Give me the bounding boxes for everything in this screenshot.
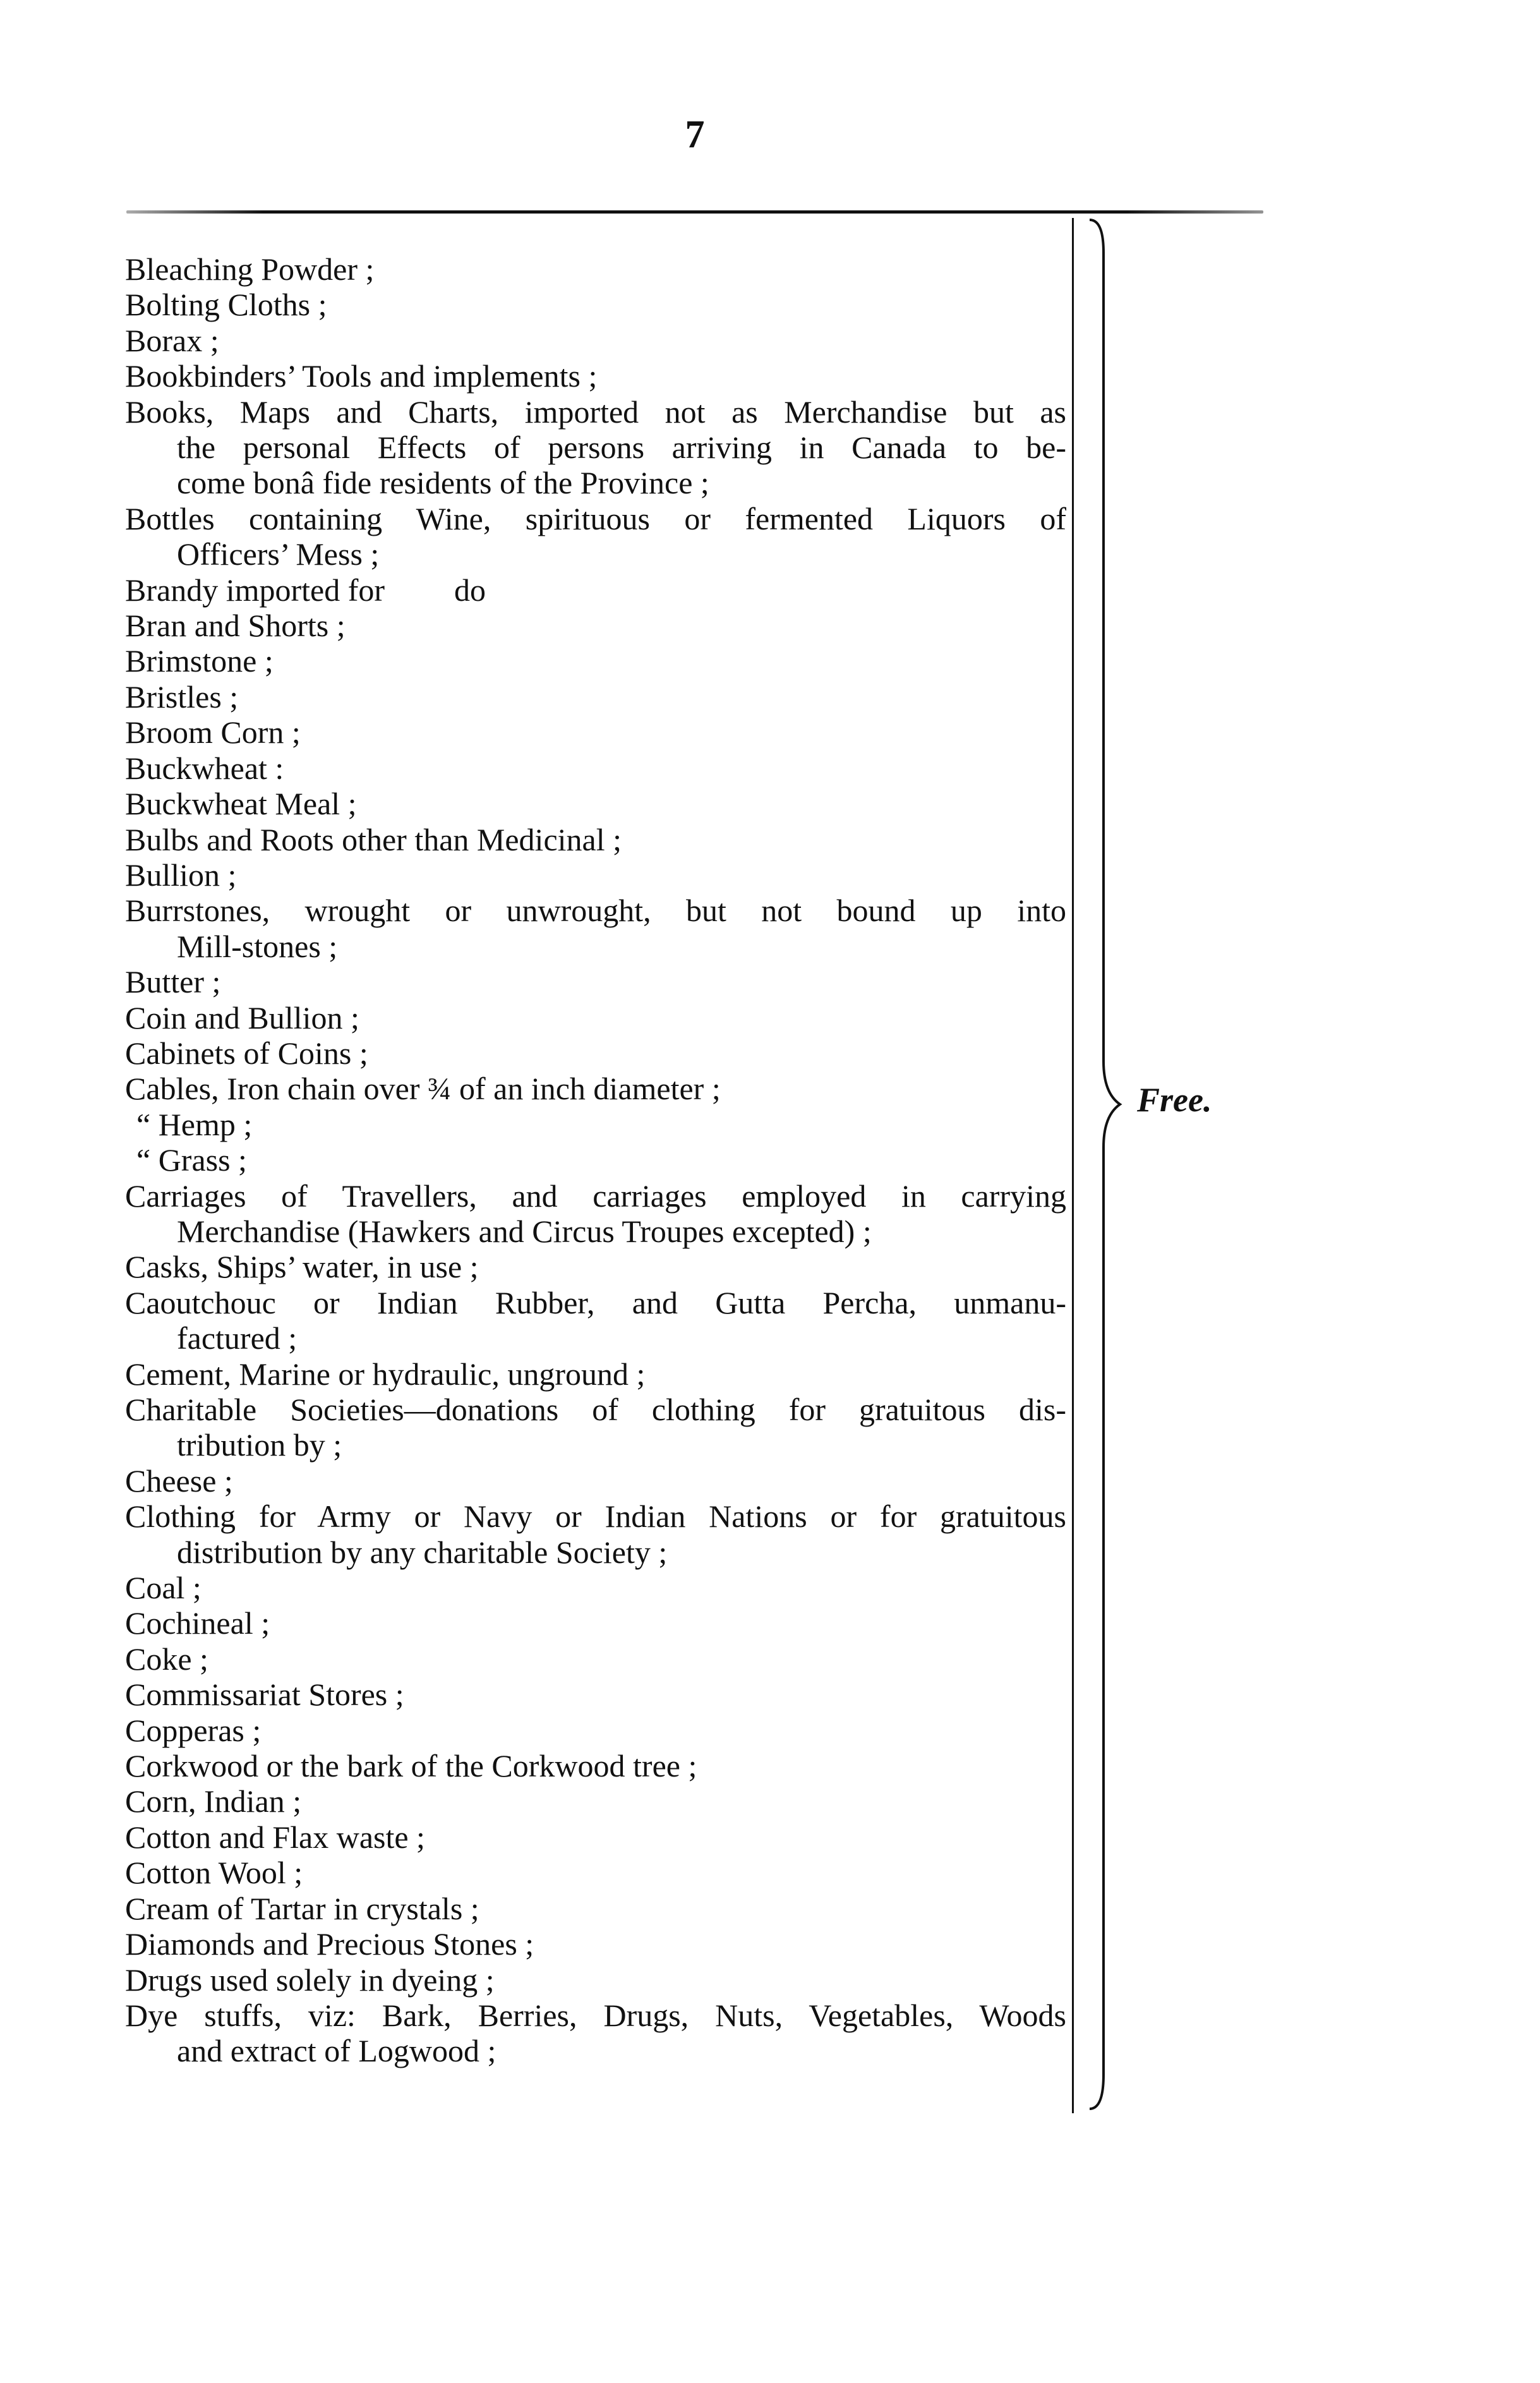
entry-item [125,751,1066,786]
entry-item [125,1677,1066,1712]
free-label: Free. [1137,1081,1212,1119]
entry-line: Cabinets of Coins ; [125,1035,368,1071]
entry-line: Buckwheat : [125,750,284,786]
entry-line: “ Grass ; [136,1142,247,1178]
entry-item [125,1998,1066,2069]
entry-line: Bristles ; [125,679,239,715]
page-number: 7 [685,113,705,156]
entry-item [125,608,1066,643]
entry-continuation-line: the personal Effects of persons arriving in Canada to be- [177,430,1066,466]
entry-line: Corn, Indian ; [125,1783,302,1819]
entry-item [125,893,1066,964]
entry-item [125,1142,1066,1178]
entry-line: Burrstones, wrought or unwrought, but not bound up into [125,893,1066,929]
entry-line: Bulbs and Roots other than Medicinal ; [125,821,622,857]
entry-item [125,715,1066,750]
entry-item [125,1605,1066,1641]
entry-continuation-line: factured ; [177,1320,298,1356]
entry-line: Commissariat Stores ; [125,1677,404,1713]
entry-continuation-line: come bonâ fide residents of the Province ; [177,465,709,501]
entry-continuation-line: Officers’ Mess ; [177,536,380,572]
entry-line: Cream of Tartar in crystals ; [125,1890,479,1926]
entry-line: Coin and Bullion ; [125,999,359,1035]
entry-item [125,1748,1066,1783]
entry-item [125,1783,1066,1819]
entry-item [125,1570,1066,1605]
entry-item [125,1356,1066,1392]
right-brace [1071,215,1128,2116]
entry-item [125,1891,1066,1926]
header-rule [126,210,1263,214]
entry-line: Buckwheat Meal ; [125,786,357,822]
entry-item [125,1000,1066,1035]
entry-item [125,1035,1066,1071]
entry-line: Bottles containing Wine, spirituous or fermented Liquors of [125,500,1066,536]
entry-line: Coke ; [125,1641,208,1677]
entry-item [125,501,1066,572]
entry-item [125,572,1066,608]
entry-line [125,572,1066,608]
entry-text: Brandy imported for [125,572,385,608]
entry-line: Casks, Ships’ water, in use ; [125,1249,479,1285]
entry-line: Bookbinders’ Tools and implements ; [125,358,598,394]
ditto-do: do [454,572,486,608]
entry-line: Cement, Marine or hydraulic, unground ; [125,1356,646,1392]
entry-line: Brimstone ; [125,643,274,679]
entry-item [125,643,1066,679]
entry-line: Cotton Wool ; [125,1855,303,1891]
entry-item [125,323,1066,358]
entry-item [125,358,1066,394]
entry-line: Bran and Shorts ; [125,608,346,644]
entry-continuation-line: and extract of Logwood ; [177,2033,496,2069]
entry-line: Cheese ; [125,1463,233,1499]
entry-line: Borax ; [125,322,219,358]
entry-item [125,1249,1066,1284]
entry-line: Diamonds and Precious Stones ; [125,1926,534,1962]
entry-line: Charitable Societies—donations of clothing for gratuitous dis- [125,1392,1066,1427]
entry-line: Butter ; [125,964,221,1000]
entry-line: Cables, Iron chain over ¾ of an inch diameter ; [125,1071,721,1107]
entry-item [125,1713,1066,1748]
entry-line: Books, Maps and Charts, imported not as Merchandise but as [125,394,1066,430]
entry-item [125,394,1066,501]
entry-item [125,964,1066,999]
entry-item [125,1071,1066,1106]
entry-item [125,1107,1066,1142]
entry-line: Caoutchouc or Indian Rubber, and Gutta Percha, unmanu- [125,1284,1066,1320]
entry-item [125,679,1066,715]
entry-item [125,1855,1066,1890]
entry-item [125,786,1066,821]
entry-line: Cochineal ; [125,1605,270,1641]
tariff-entry-list [125,251,1066,2069]
entry-line: Corkwood or the bark of the Corkwood tree ; [125,1748,697,1784]
entry-continuation-line: distribution by any charitable Society ; [177,1534,668,1570]
entry-continuation-line: Mill-stones ; [177,928,338,964]
entry-item [125,822,1066,857]
entry-line: Coal ; [125,1570,202,1606]
entry-line: Carriages of Travellers, and carriages employed in carrying [125,1178,1066,1214]
entry-continuation-line: Merchandise (Hawkers and Circus Troupes excepted) ; [177,1213,872,1249]
entry-item [125,287,1066,322]
entry-line: Bolting Cloths ; [125,287,327,323]
entry-line: “ Hemp ; [136,1106,253,1142]
entry-item [125,1819,1066,1855]
entry-item [125,1641,1066,1677]
entry-line: Broom Corn ; [125,715,301,751]
entry-item [125,1926,1066,1962]
entry-item [125,251,1066,287]
entry-line: Bleaching Powder ; [125,251,375,287]
entry-item [125,1285,1066,1356]
entry-item [125,1178,1066,1250]
entry-item [125,1392,1066,1463]
entry-line: Dye stuffs, viz: Bark, Berries, Drugs, Nuts, Vegetables, Woods [125,1997,1066,2033]
entry-continuation-line: tribution by ; [177,1427,342,1463]
entry-line: Clothing for Army or Navy or Indian Nations or for gratuitous [125,1499,1066,1535]
entry-line: Copperas ; [125,1712,262,1748]
entry-item [125,1962,1066,1998]
entry-item [125,1499,1066,1570]
entry-item [125,1463,1066,1499]
entry-line: Drugs used solely in dyeing ; [125,1962,495,1998]
entry-line: Bullion ; [125,857,237,893]
entry-line: Cotton and Flax waste ; [125,1819,425,1855]
entry-item [125,857,1066,893]
